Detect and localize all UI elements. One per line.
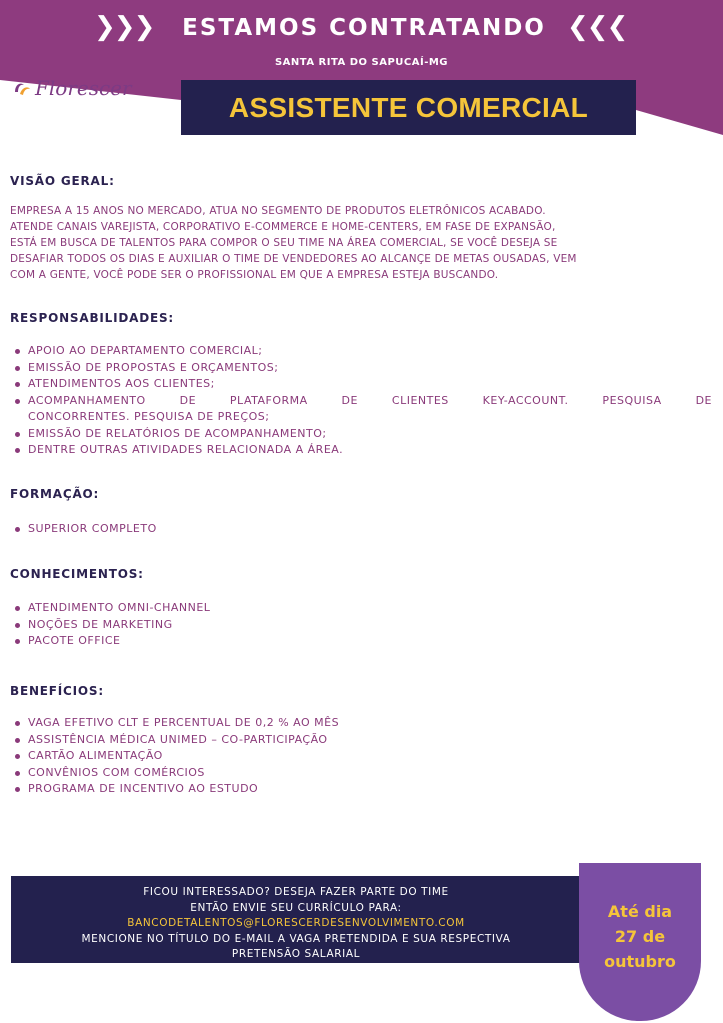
deadline-line: 27 de xyxy=(614,927,666,946)
list-item-continuation: CONCORRENTES. PESQUISA DE PREÇOS; xyxy=(28,410,270,423)
hiring-banner: ESTAMOS CONTRATANDO xyxy=(182,15,546,41)
list-item: DENTRE OUTRAS ATIVIDADES RELACIONADA A ÁREA. xyxy=(12,442,712,459)
overview-heading: VISÃO GERAL: xyxy=(10,174,115,188)
education-heading: FORMAÇÃO: xyxy=(10,487,100,501)
contact-email-link[interactable]: BANCODETALENTOS@FLORESCERDESENVOLVIMENTO.COM xyxy=(127,917,465,929)
arrows-left-icon: ❯❯❯ xyxy=(94,12,154,42)
list-item: ASSISTÊNCIA MÉDICA UNIMED – CO-PARTICIPAÇÃO xyxy=(12,732,712,749)
overview-line: EMPRESA A 15 ANOS NO MERCADO, ATUA NO SEGMENTO DE PRODUTOS ELETRÔNICOS ACABADO. xyxy=(10,205,546,217)
footer-line: PRETENSÃO SALARIAL xyxy=(231,948,361,960)
footer-line: MENCIONE NO TÍTULO DO E-MAIL A VAGA PRETENDIDA E SUA RESPECTIVA xyxy=(81,932,511,945)
footer-line: FICOU INTERESSADO? DESEJA FAZER PARTE DO TIME xyxy=(143,886,449,898)
job-title-box xyxy=(181,80,636,135)
overview-line: ESTÁ EM BUSCA DE TALENTOS PARA COMPOR O SEU TIME NA ÁREA COMERCIAL, SE VOCÊ DESEJA SE xyxy=(10,237,558,249)
florescer-logo-icon xyxy=(12,78,32,98)
list-item: PROGRAMA DE INCENTIVO AO ESTUDO xyxy=(12,781,712,798)
location-label: SANTA RITA DO SAPUCAÍ-MG xyxy=(274,57,449,68)
deadline-line: outubro xyxy=(604,952,676,971)
responsibilities-heading: RESPONSABILIDADES: xyxy=(10,311,175,325)
logo-text: Florescer xyxy=(35,76,132,100)
list-item: ACOMPANHAMENTO DE PLATAFORMA DE CLIENTES KEY-ACCOUNT. PESQUISA DE xyxy=(12,393,712,410)
knowledge-heading: CONHECIMENTOS: xyxy=(10,567,144,581)
deadline-line: Até dia xyxy=(607,902,673,921)
overview-line: DESAFIAR TODOS OS DIAS E AUXILIAR O TIME DE VENDEDORES AO ALCANÇE DE METAS OUSADAS, VEM xyxy=(10,253,577,265)
overview-line: COM A GENTE, VOCÊ PODE SER O PROFISSIONAL EM QUE A EMPRESA ESTEJA BUSCANDO. xyxy=(10,269,499,281)
arrows-right-icon: ❮❮❮ xyxy=(567,12,627,42)
education-list xyxy=(12,521,712,538)
list-item: ATENDIMENTOS AOS CLIENTES; xyxy=(12,376,712,393)
list-item: SUPERIOR COMPLETO xyxy=(12,521,712,538)
footer-text xyxy=(11,885,581,963)
company-logo xyxy=(12,75,132,101)
benefits-list xyxy=(12,715,712,798)
benefits-heading: BENEFÍCIOS: xyxy=(10,684,104,698)
knowledge-list xyxy=(12,600,712,650)
list-item: ATENDIMENTO OMNI-CHANNEL xyxy=(12,600,712,617)
list-item: APOIO AO DEPARTAMENTO COMERCIAL; xyxy=(12,343,712,360)
job-title: ASSISTENTE COMERCIAL xyxy=(228,91,589,123)
list-item: PACOTE OFFICE xyxy=(12,633,712,650)
list-item: CARTÃO ALIMENTAÇÃO xyxy=(12,748,712,765)
list-item: NOÇÕES DE MARKETING xyxy=(12,617,712,634)
overview-line: ATENDE CANAIS VAREJISTA, CORPORATIVO E-COMMERCE E HOME-CENTERS, EM FASE DE EXPANSÃO, xyxy=(10,221,556,233)
overview-paragraph xyxy=(10,203,711,283)
list-item: EMISSÃO DE RELATÓRIOS DE ACOMPANHAMENTO; xyxy=(12,426,712,443)
footer-line: ENTÃO ENVIE SEU CURRÍCULO PARA: xyxy=(190,901,402,914)
responsibilities-list xyxy=(12,343,712,459)
list-item: CONVÊNIOS COM COMÉRCIOS xyxy=(12,765,712,782)
deadline-text xyxy=(579,899,701,974)
list-item: VAGA EFETIVO CLT E PERCENTUAL DE 0,2 % AO MÊS xyxy=(12,715,712,732)
list-item: EMISSÃO DE PROPOSTAS E ORÇAMENTOS; xyxy=(12,360,712,377)
